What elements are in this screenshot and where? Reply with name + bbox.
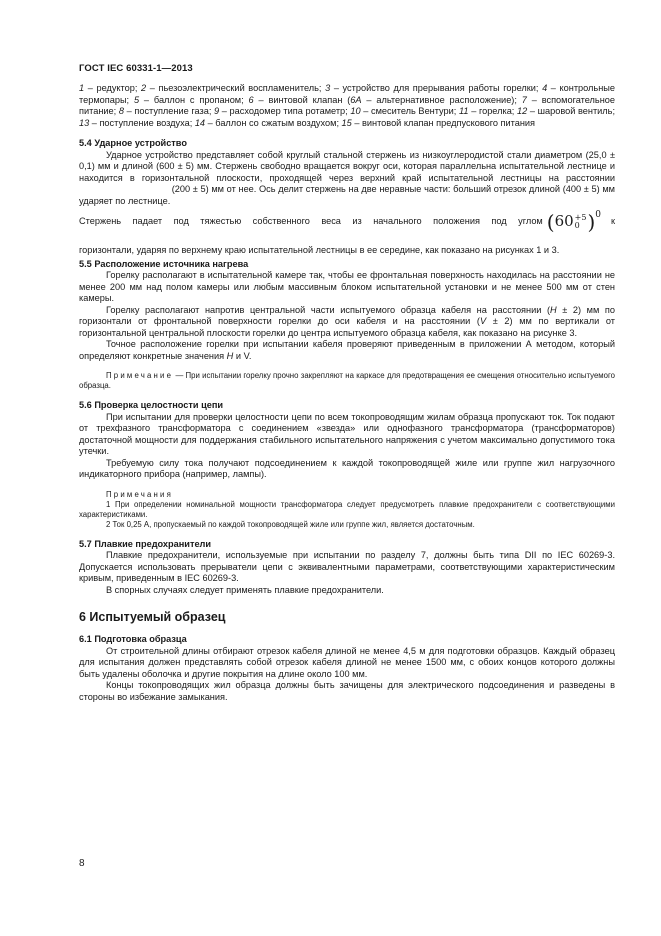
legend-number: 12 — [517, 106, 528, 116]
section-5-4-text-b: (200 ± 5) мм от нее. Ось делит стержень на две неравные части: больший отрезок длиной (400 ± 5) мм ударяет по лестнице. — [79, 184, 615, 206]
legend-text: – винтовой клапан предпускового питания — [351, 117, 536, 128]
section-5-6-paragraph-2: Требуемую силу тока получают подсоединением к каждой токопроводящей жиле или группе жил нагрузочного индикаторного прибора (например, лампы). — [79, 457, 615, 479]
formula-lower-tolerance: 0 — [574, 221, 580, 230]
section-5-4-text-a: Ударное устройство представляет собой круглый стальной стержень из низкоуглеродистой стали диаметром (25,0 ± 0,1) мм и длиной (600 ± 5) мм. Стержень свободно вращается вокруг оси, которая параллельна испытательной лестнице и находится в горизонтальной плоскости, проходящей через верхний край испытательной лестницы на расстоянии — [79, 149, 615, 183]
section-5-7-paragraph-1: Плавкие предохранители, используемые при испытании по разделу 7, должны быть типа DII по IEC 60269-3. Допускается использовать прерыватели цепи с эквивалентными параметрами, соответствующими характеристическим кривым, приведенным в IEC 60269-3. — [79, 550, 615, 583]
section-5-6-note-2: 2 Ток 0,25 А, пропускаемый по каждой токопроводящей жиле или группе жил, является достаточным. — [106, 519, 475, 529]
section-5-4-continuation: горизонтали, ударяя по верхнему краю испытательной лестницы в ее середине, как показано на рисунках 1 и 3. — [79, 245, 560, 255]
legend-number: 11 — [459, 106, 469, 116]
section-5-5-paragraph-1: Горелку располагают в испытательной камере так, чтобы ее фронтальная поверхность находилась на расстоянии не менее 200 мм над полом камеры или любым массивным блоком испытательной установки и не менее 500 мм от стен камеры. — [79, 270, 615, 303]
legend-text: – поступление воздуха; — [89, 117, 195, 128]
section-5-4-paragraph — [79, 150, 615, 208]
section-5-4-title: 5.4 Ударное устройство — [79, 138, 187, 148]
legend-text: – вспомогательное питание; — [79, 94, 615, 116]
legend-number: 6А — [350, 94, 362, 105]
section-5-5-paragraph-2: Горелку располагают напротив центральной части испытуемого образца кабеля на расстоянии (H ± 2) мм по горизонтали от фронтальной поверхности горелки до оси кабеля и на расстоянии (V ± 2) мм по вертикали от горизонтальной центральной плоскости горелки до центра испытуемого образца кабеля, как показано на рисунке 3. — [79, 304, 616, 338]
legend-text: – горелка; — [468, 106, 518, 116]
symbol-v: V — [479, 316, 487, 326]
legend-text: – баллон со сжатым воздухом; — [205, 117, 342, 128]
section-5-5-note: Примечание — При испытании горелку прочно закрепляют на каркасе для предотвращения ее смещения относительно испытуемого образца. — [79, 371, 615, 390]
legend-number: 9 — [214, 106, 220, 116]
section-5-7-title: 5.7 Плавкие предохранители — [79, 538, 212, 549]
section-6-title: 6 Испытуемый образец — [79, 610, 226, 624]
legend-number: 8 — [118, 106, 124, 116]
angle-formula-line — [79, 209, 615, 235]
formula-degree: 0 — [595, 210, 601, 221]
section-5-6-paragraph-1: При испытании для проверки целостности цепи по всем токопроводящим жилам образца пропускают ток. Ток подают от трехфазного трансформатора с соединением «звезда» или однофазного трансформатора (трансформаторов) достаточной мощности для поддержания стабильного испытательного напряжения с учетом максимально допустимого тока утечки. — [79, 411, 615, 456]
angle-formula: ( 60 +5 0 ) 0 — [546, 210, 601, 234]
formula-lead-text: Стержень падает под тяжестью собственного веса из начального положения под углом — [79, 216, 543, 227]
legend-text: – альтернативное расположение); — [361, 94, 522, 105]
legend-number: 7 — [521, 94, 527, 105]
section-6-1-title: 6.1 Подготовка образца — [79, 634, 187, 644]
legend-text: – смеситель Вентури; — [360, 106, 459, 116]
section-5-7-paragraph-2: В спорных случаях следует применять плавкие предохранители. — [106, 584, 384, 595]
legend-text: – шаровой вентиль; — [527, 106, 616, 116]
formula-tail-text: к — [610, 216, 615, 227]
section-5-6-note-1: 1 При определении номинальной мощности трансформатора следует предусмотреть плавкие предохранители с соответствующими характеристиками. — [79, 499, 615, 519]
figure-legend — [79, 83, 615, 129]
section-6-1-paragraph-1: От строительной длины отбирают отрезок кабеля длиной не менее 4,5 м для подготовки образцов. Каждый образец для испытания должен представлять собой отрезок кабеля длиной не менее 1500 мм, с обоих концов которого должны быть удалены оболочка и другие покрытия на длине около 100 мм. — [79, 645, 615, 679]
standard-header: ГОСТ IEC 60331-1—2013 — [79, 63, 193, 74]
note-label: Примечание — [106, 371, 174, 380]
legend-text: – расходомер типа ротаметр; — [219, 106, 351, 116]
page-content — [79, 83, 615, 703]
symbol-h: H — [550, 304, 557, 315]
formula-upper-tolerance: +5 — [574, 213, 587, 222]
section-5-5-title: 5.5 Расположение источника нагрева — [79, 258, 249, 269]
legend-text: – поступление газа; — [123, 106, 215, 116]
legend-text: – винтовой клапан ( — [253, 94, 351, 105]
legend-number: 10 — [350, 106, 361, 116]
page-number: 8 — [79, 858, 85, 869]
legend-text: – устройство для прерывания работы горелки; — [330, 83, 543, 93]
legend-number: 3 — [325, 83, 331, 93]
legend-number: 5 — [133, 94, 140, 105]
legend-text: – редуктор; — [84, 83, 142, 93]
legend-text: – контрольные термопары; — [79, 83, 615, 105]
formula-base: 60 — [554, 212, 574, 231]
legend-number: 15 — [341, 117, 352, 128]
legend-number: 2 — [141, 83, 147, 93]
legend-number: 13 — [79, 117, 90, 128]
section-5-5-paragraph-3: Точное расположение горелки при испытании кабеля проверяют приведенным в приложении А методом, который определяют конкретные значения H и V. — [79, 339, 615, 361]
legend-number: 6 — [248, 94, 254, 105]
section-5-6-title: 5.6 Проверка целостности цепи — [79, 400, 224, 410]
legend-text: – пьезоэлектрический воспламенитель; — [146, 83, 326, 93]
legend-text: – баллон с пропаном; — [139, 94, 249, 105]
legend-number: 14 — [194, 117, 206, 128]
section-6-1-paragraph-2: Концы токопроводящих жил образца должны быть зачищены для электрического подсоединения и разведены в стороны во избежание замыкания. — [79, 680, 615, 702]
legend-number: 1 — [79, 83, 85, 93]
section-5-6-notes-label: Примечания — [106, 489, 174, 499]
legend-number: 4 — [542, 83, 548, 93]
